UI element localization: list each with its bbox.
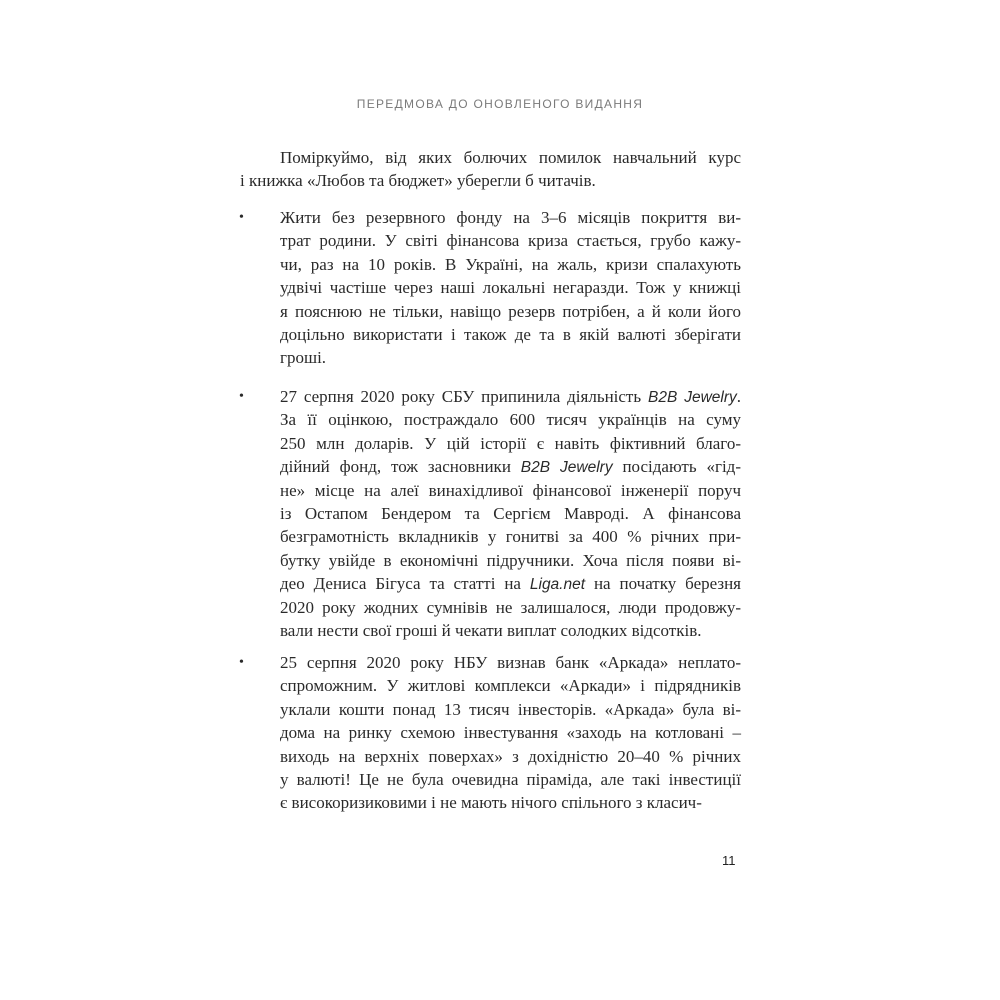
text-segment: уклали кошти понад 13 тисяч інвесторів. «Аркада» була ві- xyxy=(280,699,741,719)
text-segment: део Дениса Бігуса та статті на xyxy=(280,574,530,594)
text-line xyxy=(280,300,741,323)
text-segment: у валюті! Це не була очевидна піраміда, але такі інвестиції xyxy=(280,769,741,789)
page-number: 11 xyxy=(722,853,736,868)
text-line xyxy=(280,229,741,252)
text-line xyxy=(280,572,741,595)
text-line xyxy=(280,651,741,674)
text-segment: вали нести свої гроші й чекати виплат солодких відсотків. xyxy=(280,620,702,640)
text-line xyxy=(280,596,741,619)
running-header: ПЕРЕДМОВА ДО ОНОВЛЕНОГО ВИДАННЯ xyxy=(356,97,644,111)
text-segment: чи, раз на 10 років. В Україні, на жаль, кризи спалахують xyxy=(280,254,741,274)
text-line xyxy=(280,698,741,721)
text-segment: дома на ринку схемою інвестування «заходь на котловані – xyxy=(280,723,741,743)
bullet-marker: • xyxy=(239,389,244,404)
text-segment: За її оцінкою, постраждало 600 тисяч українців на суму xyxy=(280,410,741,430)
italic-name: Liga.net xyxy=(529,576,586,594)
text-line xyxy=(280,525,741,548)
text-segment: гроші. xyxy=(280,348,327,368)
text-line xyxy=(280,432,741,455)
text-line xyxy=(280,276,741,299)
text-line xyxy=(280,745,741,768)
text-line xyxy=(280,791,741,814)
text-segment: . xyxy=(736,387,741,406)
italic-name: B2B Jewelry xyxy=(520,459,613,477)
text-segment: є високоризиковими і не мають нічого спільного з класич- xyxy=(280,793,702,813)
text-segment: і книжка «Любов та бюджет» уберегли б читачів. xyxy=(240,171,596,191)
text-line xyxy=(280,502,741,525)
text-line xyxy=(280,768,741,791)
text-segment: трат родини. У світі фінансова криза стається, грубо кажу- xyxy=(280,231,741,251)
text-segment: безграмотність вкладників у гонитві за 400 % річних при- xyxy=(280,527,741,547)
text-line xyxy=(240,146,741,169)
text-segment: доцільно використати і також де та в якій валюті зберігати xyxy=(280,324,741,344)
text-segment: Поміркуймо, від яких болючих помилок навчальний курс xyxy=(280,148,741,167)
text-segment: 2020 року жодних сумнівів не залишалося, люди продовжу- xyxy=(280,597,741,617)
text-segment: дійний фонд, тож засновники xyxy=(280,457,521,477)
bullet-marker: • xyxy=(239,655,244,670)
text-segment: спроможним. У житлові комплекси «Аркади» і підрядників xyxy=(280,676,741,696)
text-segment: не» місце на алеї винахідливої фінансової інженерії поруч xyxy=(280,480,741,500)
text-line xyxy=(280,455,741,478)
text-segment: виходь на верхніх поверхах» з дохідністю 20–40 % річних xyxy=(280,746,741,766)
text-segment: я пояснюю не тільки, навіщо резерв потрібен, а й коли його xyxy=(280,301,741,321)
text-segment: 25 серпня 2020 року НБУ визнав банк «Аркада» неплато- xyxy=(280,653,741,672)
text-line xyxy=(280,479,741,502)
intro-paragraph xyxy=(240,146,741,193)
text-segment: 27 серпня 2020 року СБУ припинила діяльність xyxy=(280,387,648,406)
text-line xyxy=(280,253,741,276)
text-line xyxy=(280,721,741,744)
text-line xyxy=(280,206,741,229)
text-segment: бутку увійде в економічні підручники. Хоча після появи ві- xyxy=(280,550,741,570)
text-segment: 250 млн доларів. У цій історії є навіть фіктивний благо- xyxy=(280,433,741,453)
text-segment: із Остапом Бендером та Сергієм Мавроді. А фінансова xyxy=(280,503,741,523)
text-line xyxy=(280,619,741,642)
text-segment: на початку березня xyxy=(585,574,741,594)
text-line xyxy=(280,674,741,697)
text-line xyxy=(280,549,741,572)
text-segment: удвічі частіше через наші локальні негаразди. Тож у книжці xyxy=(280,278,741,298)
text-segment: посідають «гід- xyxy=(612,457,741,477)
text-segment: Жити без резервного фонду на 3–6 місяців покриття ви- xyxy=(280,208,741,227)
bullet-item xyxy=(239,385,741,642)
italic-name: B2B Jewelry xyxy=(647,389,737,406)
text-line xyxy=(280,323,741,346)
bullet-item xyxy=(239,651,741,815)
text-line xyxy=(240,169,741,192)
bullet-marker: • xyxy=(239,210,244,225)
text-line xyxy=(280,385,741,408)
text-line xyxy=(280,346,741,369)
bullet-item xyxy=(239,206,741,370)
text-line xyxy=(280,408,741,431)
